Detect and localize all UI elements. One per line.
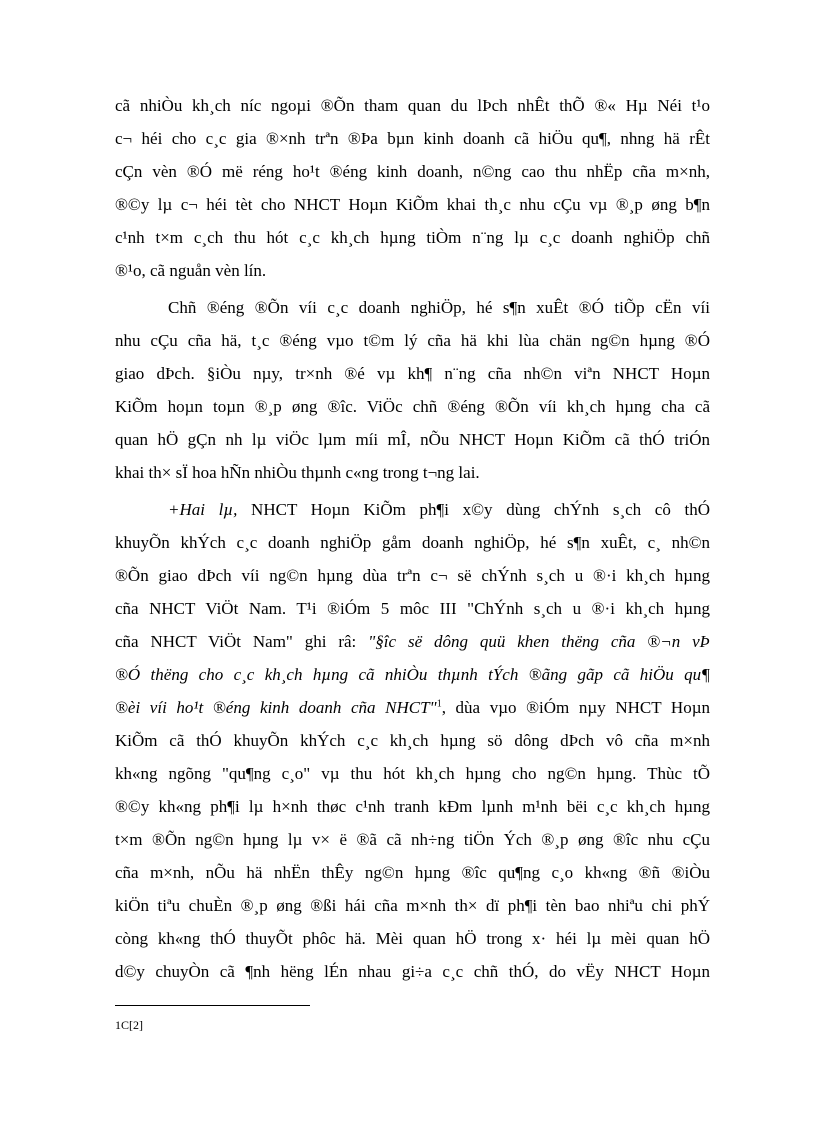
paragraph-1-line-6: ®¹o, cã nguån vèn lín.: [115, 261, 267, 280]
paragraph-3-line-1-text: NHCT Hoµn KiÕm ph¶i x©y dùng chÝnh s¸ch cô thÓ: [237, 500, 710, 519]
paragraph-3-lead: +Hai lµ,: [168, 500, 238, 519]
paragraph-1-line-4: ®©y lµ c¬ héi tèt cho NHCT Hoµn KiÕm khai th¸c nhu cÇu vµ ®¸p øng b¶n: [115, 195, 710, 214]
paragraph-1-line-1: cã nhiÒu kh¸ch níc ngoµi ®Õn tham quan du lÞch nhÊt thÕ ®« Hµ Néi t¹o: [115, 96, 710, 115]
paragraph-3-line-12: cña m×nh, nÕu hä nhËn thÊy ng©n hµng ®îc qu¶ng c¸o kh«ng ®ñ ®iÒu: [115, 863, 710, 882]
quote-line-2: ®Ó thëng cho c¸c kh¸ch hµng cã nhiÒu thµnh tÝch ®ãng gãp cã hiÖu qu¶: [115, 665, 710, 684]
paragraph-3-line-5: [115, 632, 710, 652]
footnote-separator: [115, 1005, 310, 1006]
paragraph-3-line-11: t×m ®Õn ng©n hµng lµ v× ë ®ã cã nh÷ng tiÖn Ých ®¸p øng ®îc nhu cÇu: [115, 830, 710, 849]
paragraph-2-line-6: khai th× sÏ hoa hÑn nhiÒu thµnh c«ng trong t¬ng lai.: [115, 463, 480, 482]
paragraph-2-line-5: quan hÖ gÇn nh lµ viÖc lµm míi mÎ, nÕu NHCT Hoµn KiÕm cã thÓ triÓn: [115, 430, 710, 449]
paragraph-3-line-9: kh«ng ngõng "qu¶ng c¸o" vµ thu hót kh¸ch hµng cho ng©n hµng. Thùc tÕ: [115, 764, 710, 783]
paragraph-3-line-8: KiÕm cã thÓ khuyÕn khÝch c¸c kh¸ch hµng sö dông dÞch vô cña m×nh: [115, 731, 710, 750]
paragraph-3-line-5-text: cña NHCT ViÖt Nam" ghi râ:: [115, 632, 357, 651]
paragraph-3-line-1: [168, 500, 710, 520]
paragraph-3-line-7: [115, 698, 710, 718]
footnote-text: 1C[2]: [115, 1018, 143, 1032]
paragraph-2-line-3: giao dÞch. §iÒu nµy, tr×nh ®é vµ kh¶ n¨ng cña nh©n viªn NHCT Hoµn: [115, 364, 710, 383]
paragraph-3-line-15: d©y chuyÒn cã ¶nh hëng lÉn nhau gi÷a c¸c chñ thÓ, do vËy NHCT Hoµn: [115, 962, 710, 981]
paragraph-3-line-13: kiÖn tiªu chuÈn ®¸p øng ®ßi hái cña m×nh th× dï ph¶i tèn bao nhiªu chi phÝ: [115, 896, 710, 915]
quote-line-1: "§îc së dông quü khen thëng cña ®¬n vÞ: [368, 632, 711, 651]
paragraph-2-line-2: nhu cÇu cña hä, t¸c ®éng vµo t©m lý cña hä khi lùa chän ng©n hµng ®Ó: [115, 331, 710, 350]
paragraph-2-line-1: Chñ ®éng ®Õn víi c¸c doanh nghiÖp, hé s¶n xuÊt ®Ó tiÕp cËn víi: [168, 298, 710, 317]
paragraph-3-line-2: khuyÕn khÝch c¸c doanh nghiÖp gåm doanh nghiÖp, hé s¶n xuÊt, c¸ nh©n: [115, 533, 710, 552]
paragraph-3-line-14: còng kh«ng thÓ thuyÕt phôc hä. Mèi quan hÖ trong x· héi lµ mèi quan hÖ: [115, 929, 710, 948]
paragraph-3-line-10: ®©y kh«ng ph¶i lµ h×nh thøc c¹nh tranh kÐm lµnh m¹nh bëi c¸c kh¸ch hµng: [115, 797, 710, 816]
paragraph-3-line-4: cña NHCT ViÖt Nam. T¹i ®iÓm 5 môc III "ChÝnh s¸ch u ®·i kh¸ch hµng: [115, 599, 710, 618]
footnote-reference[interactable]: 1: [436, 698, 442, 710]
paragraph-2-line-4: KiÕm hoµn toµn ®¸p øng ®îc. ViÖc chñ ®éng ®Õn víi kh¸ch hµng cha cã: [115, 397, 710, 416]
after-quote-text: , dùa vµo ®iÓm nµy NHCT Hoµn: [441, 698, 710, 717]
paragraph-1-line-3: cÇn vèn ®Ó më réng ho¹t ®éng kinh doanh, n©ng cao thu nhËp cña m×nh,: [115, 162, 710, 181]
paragraph-3-line-3: ®Õn giao dÞch víi ng©n hµng dùa trªn c¬ së chÝnh s¸ch u ®·i kh¸ch hµng: [115, 566, 710, 585]
paragraph-1-line-2: c¬ héi cho c¸c gia ®×nh trªn ®Þa bµn kinh doanh cã hiÖu qu¶, nhng hä rÊt: [115, 129, 710, 148]
quote-line-3: ®èi víi ho¹t ®éng kinh doanh cña NHCT": [115, 698, 437, 717]
paragraph-1-line-5: c¹nh t×m c¸ch thu hót c¸c kh¸ch hµng tiÒm n¨ng lµ c¸c doanh nghiÖp chñ: [115, 228, 710, 247]
